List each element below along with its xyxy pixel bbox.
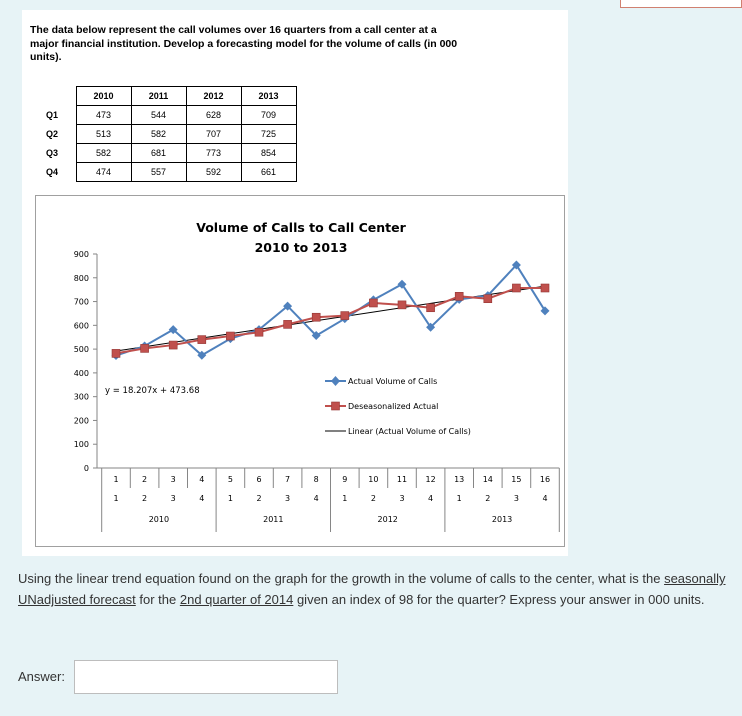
- x-quarter-label: 3: [170, 494, 176, 503]
- table-header-year: 2013: [241, 87, 296, 106]
- deseasonalized-point: [255, 328, 263, 336]
- deseasonalized-point: [169, 341, 177, 349]
- x-quarter-label: 3: [399, 494, 405, 503]
- table-header-year: 2011: [131, 87, 186, 106]
- x-quarter-label: 1: [113, 494, 119, 503]
- x-quarter-label: 2: [370, 494, 376, 503]
- x-tick-label: 13: [454, 475, 465, 484]
- question-image: [22, 10, 568, 556]
- y-tick-label: 800: [73, 273, 89, 283]
- answer-label: Answer:: [18, 669, 65, 684]
- intro-text: The data below represent the call volumes over 16 quarters from a call center at a major financial institution. Develop a forecasting model for the volume of calls (in 000 units).: [30, 24, 458, 63]
- x-tick-label: 2: [142, 475, 148, 484]
- table-header-year: 2012: [186, 87, 241, 106]
- table-cell: 628: [186, 106, 241, 125]
- x-tick-label: 5: [227, 475, 233, 484]
- x-tick-label: 4: [199, 475, 205, 484]
- x-year-label: 2013: [491, 515, 513, 524]
- legend-deseasonalized-marker: [332, 402, 340, 410]
- x-quarter-label: 3: [285, 494, 291, 503]
- table-cell: 709: [241, 106, 296, 125]
- y-tick-label: 500: [73, 345, 89, 355]
- table-cell: 592: [186, 163, 241, 182]
- table-cell: 582: [76, 144, 131, 163]
- x-tick-label: 10: [368, 475, 379, 484]
- deseasonalized-point: [198, 336, 206, 344]
- x-quarter-label: 2: [142, 494, 148, 503]
- table-cell: 544: [131, 106, 186, 125]
- x-tick-label: 8: [313, 475, 319, 484]
- x-year-label: 2011: [263, 515, 284, 524]
- table-cell: 473: [76, 106, 131, 125]
- table-corner: [32, 87, 76, 106]
- table-cell: 773: [186, 144, 241, 163]
- table-cell: 681: [131, 144, 186, 163]
- top-right-frame: [620, 0, 742, 8]
- table-row-label: Q4: [46, 167, 59, 177]
- question-emphasis-quarter: 2nd quarter of 2014: [179, 592, 294, 607]
- deseasonalized-point: [541, 284, 549, 292]
- chart-svg: [35, 195, 565, 547]
- y-tick-label: 900: [73, 250, 89, 259]
- table-row: [32, 144, 296, 163]
- table-cell: 854: [241, 144, 296, 163]
- y-tick-label: 700: [73, 297, 89, 307]
- deseasonalized-point: [369, 299, 377, 307]
- question-part-1: Using the linear trend equation found on the graph for the growth in the volume of calls to the center, what is the: [18, 571, 665, 586]
- table-row-label: Q1: [46, 110, 59, 120]
- legend-deseasonalized-label: Deseasonalized Actual: [348, 402, 439, 411]
- legend-actual-label: Actual Volume of Calls: [348, 377, 438, 386]
- x-quarter-label: 2: [485, 494, 491, 503]
- deseasonalized-point: [341, 312, 349, 320]
- x-tick-label: 14: [482, 475, 493, 484]
- call-volume-chart: [35, 195, 565, 547]
- table-cell: 661: [241, 163, 296, 182]
- x-tick-label: 16: [539, 475, 551, 484]
- x-quarter-label: 3: [513, 494, 519, 503]
- question-part-3: given an index of 98 for the quarter? Express your answer in 000 units.: [293, 592, 705, 607]
- deseasonalized-point: [284, 320, 292, 328]
- x-quarter-label: 4: [428, 494, 434, 503]
- chart-title: Volume of Calls to Call Center: [196, 220, 406, 235]
- table-cell: 557: [131, 163, 186, 182]
- table-row: [32, 106, 296, 125]
- deseasonalized-point: [512, 284, 520, 292]
- y-tick-label: 600: [73, 321, 89, 331]
- table-row: [32, 163, 296, 182]
- table-cell: 707: [186, 125, 241, 144]
- table-row-label: Q2: [46, 129, 59, 139]
- deseasonalized-point: [112, 349, 120, 357]
- question-part-2: for the: [135, 592, 180, 607]
- x-tick-label: 6: [256, 475, 262, 484]
- deseasonalized-point: [455, 292, 463, 300]
- x-tick-label: 11: [396, 475, 408, 484]
- y-tick-label: 200: [73, 416, 89, 426]
- table-cell: 474: [76, 163, 131, 182]
- x-tick-label: 12: [425, 475, 436, 484]
- x-tick-label: 3: [170, 475, 176, 484]
- legend-linear-label: Linear (Actual Volume of Calls): [348, 427, 471, 436]
- deseasonalized-point: [226, 332, 234, 340]
- x-tick-label: 9: [342, 475, 348, 484]
- table-header-row: [32, 87, 296, 106]
- question-emphasis-unadjusted: seasonally UNadjusted forecast: [18, 571, 726, 607]
- x-quarter-label: 1: [456, 494, 462, 503]
- table-row-label: Q3: [46, 148, 59, 158]
- x-tick-label: 1: [113, 475, 119, 484]
- y-tick-label: 100: [73, 440, 89, 450]
- trend-equation: y = 18.207x + 473.68: [105, 386, 200, 396]
- x-year-label: 2012: [377, 515, 398, 524]
- y-tick-label: 0: [83, 464, 89, 473]
- x-quarter-label: 1: [227, 494, 233, 503]
- question-text: [18, 568, 730, 610]
- chart-subtitle: 2010 to 2013: [254, 240, 348, 255]
- x-tick-label: 7: [285, 475, 291, 484]
- deseasonalized-point: [312, 313, 320, 321]
- deseasonalized-point: [141, 344, 149, 352]
- x-quarter-label: 1: [342, 494, 348, 503]
- x-quarter-label: 2: [256, 494, 262, 503]
- x-quarter-label: 4: [542, 494, 548, 503]
- table-cell: 725: [241, 125, 296, 144]
- x-year-label: 2010: [148, 515, 170, 524]
- x-tick-label: 15: [511, 475, 522, 484]
- answer-input[interactable]: [74, 660, 338, 694]
- deseasonalized-point: [427, 304, 435, 312]
- table-header-year: 2010: [76, 87, 131, 106]
- deseasonalized-point: [484, 295, 492, 303]
- x-quarter-label: 4: [313, 494, 319, 503]
- x-quarter-label: 4: [199, 494, 205, 503]
- table-cell: 513: [76, 125, 131, 144]
- table-row: [32, 125, 296, 144]
- deseasonalized-point: [398, 301, 406, 309]
- table-cell: 582: [131, 125, 186, 144]
- y-tick-label: 300: [73, 392, 89, 402]
- y-tick-label: 400: [73, 368, 89, 378]
- call-volume-table: [32, 86, 297, 182]
